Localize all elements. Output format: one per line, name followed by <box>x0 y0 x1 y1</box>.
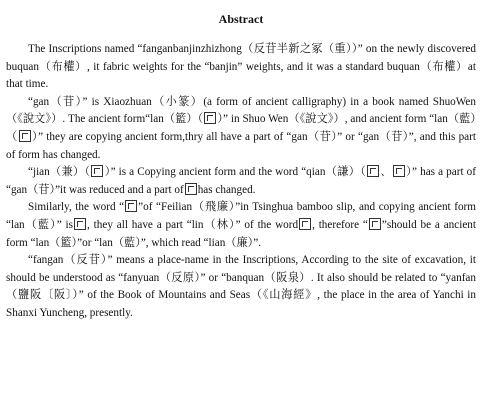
ancient-glyph-icon <box>91 165 103 177</box>
abstract-page <box>6 12 476 323</box>
paragraph-1: The Inscriptions named “fanganbanjinzhizhong（反苷半新之冢（重））” on the newly discovered buquan（布權）, it fabric weights for the “banjin” weights, and it was a standard buquan（布權）at that time. <box>6 43 476 91</box>
ancient-glyph-icon <box>185 183 197 195</box>
paragraph-5: “fangan（反苷）” means a place-name in the Inscriptions, According to the site of excavation, it should be understood as “fanyuan（反原）” or “banquan（阪泉）. It also should be related to “yanfan（鹽阪〔阪〕）” of the Book of Mountains and Seas（《山海經》, the place in the area of Yanchi in Shanxi Yuncheng, presently. <box>6 254 476 319</box>
ancient-glyph-icon <box>367 165 379 177</box>
ancient-glyph-icon <box>74 218 86 230</box>
abstract-title: Abstract <box>218 12 264 26</box>
ancient-glyph-icon <box>125 200 137 212</box>
ancient-glyph-icon <box>19 130 31 142</box>
paragraph-2: “gan（苷）” is Xiaozhuan（小篆）(a form of ancient calligraphy) in a book named ShuoWen（《說文》）. The ancient form“lan（籃）（ ）” in Shuo Wen（《說文》）, and ancient form “lan（藍）（ ）” they are copying ancient form,thry all have a part of “gan（苷）” or “gan（苷）”, and this part of form has changed. <box>6 95 477 161</box>
ancient-glyph-icon <box>369 218 381 230</box>
paragraph-4: Similarly, the word “ ”of “Feilian（飛廉）”in Tsinghua bamboo slip, and copying ancient form “lan（藍）” is , they all have a part “lin（林）” of the word , therefore “ ”should be a ancient form “lan（籃）”or “lan（藍）”, which read “lian（廉）”. <box>6 201 477 249</box>
ancient-glyph-icon <box>393 165 405 177</box>
ancient-glyph-icon <box>204 112 216 124</box>
paragraph-3: “jian（兼）（ ）” is a Copying ancient form and the word “qian（謙）（ 、 ）” has a part of “gan（苷）”it was reduced and a part of has changed. <box>6 166 476 196</box>
ancient-glyph-icon <box>299 218 311 230</box>
